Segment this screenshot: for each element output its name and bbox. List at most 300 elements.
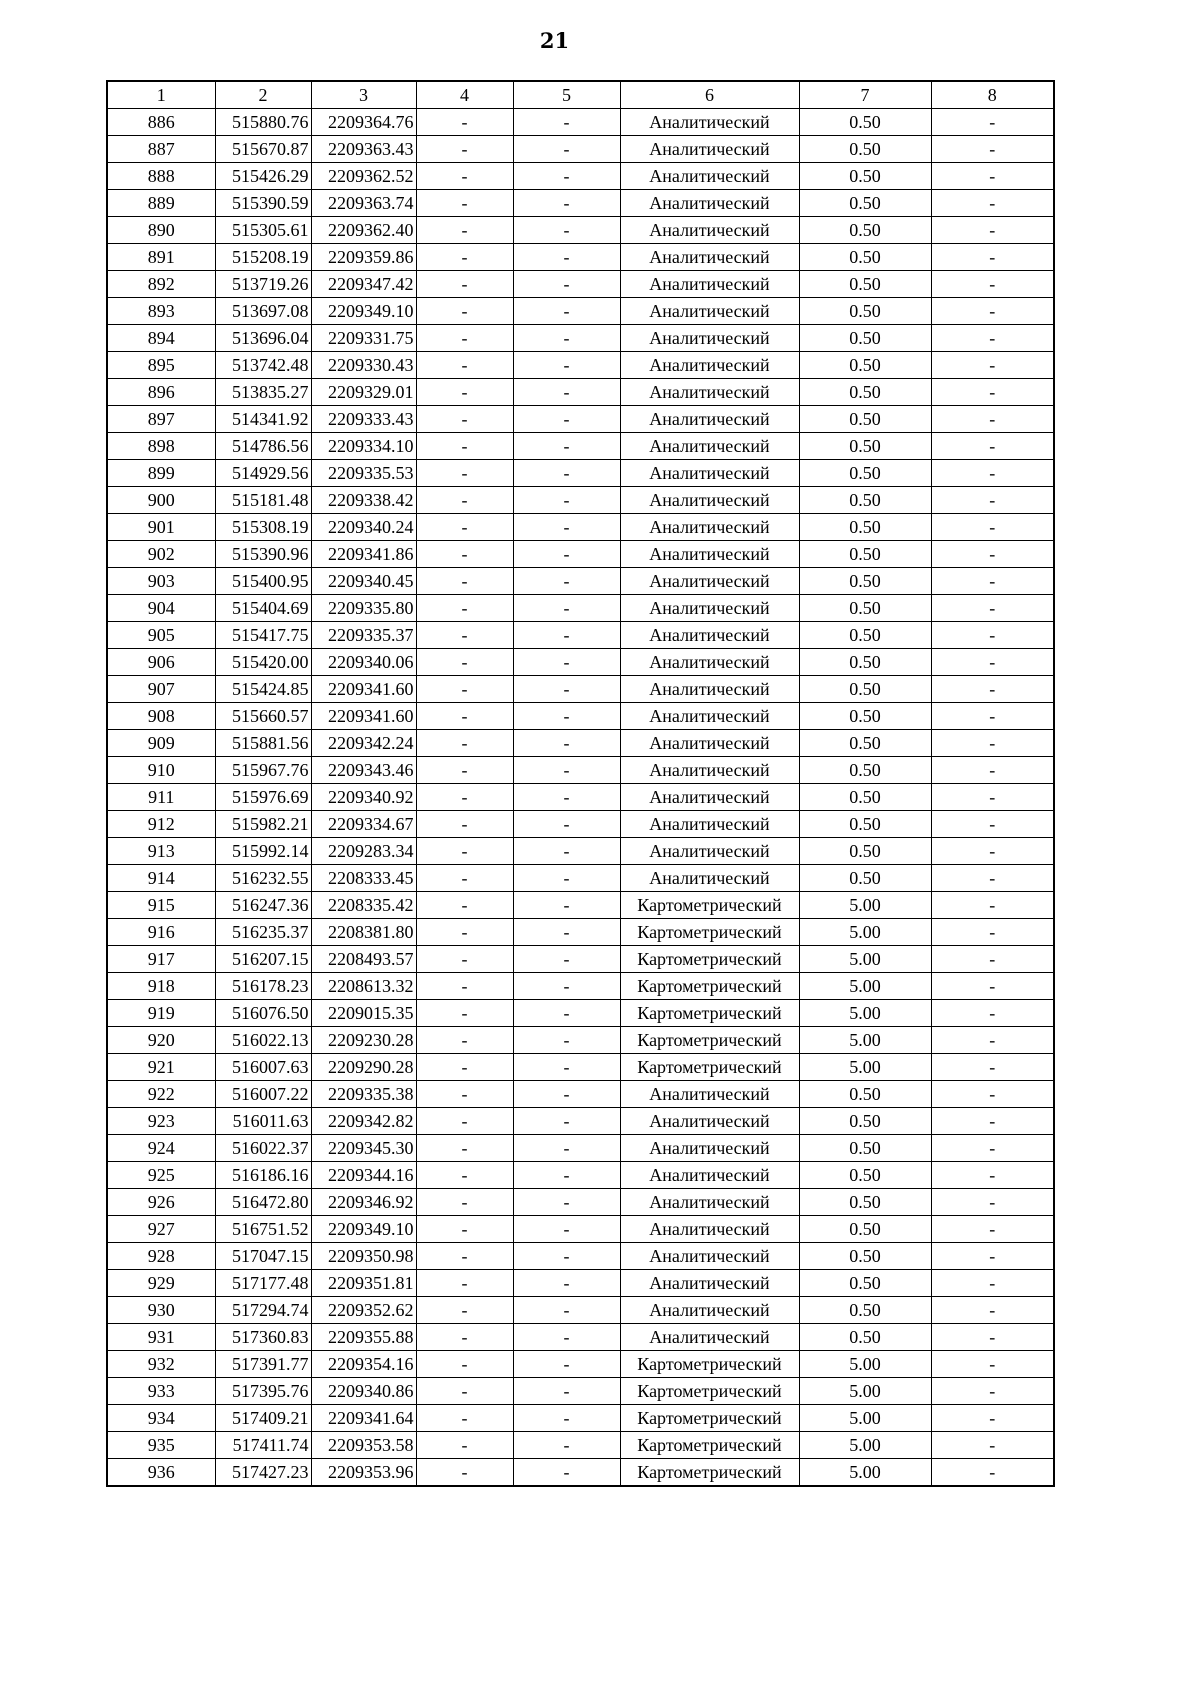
coord-y-cell: 2209342.82: [311, 1108, 416, 1135]
table-row: [107, 865, 1054, 892]
col-8-cell: -: [931, 1243, 1054, 1270]
coord-x-cell: 515982.21: [215, 811, 311, 838]
table-row: [107, 1324, 1054, 1351]
col-8-cell: -: [931, 973, 1054, 1000]
precision-cell: 0.50: [799, 514, 931, 541]
precision-cell: 0.50: [799, 298, 931, 325]
precision-cell: 0.50: [799, 541, 931, 568]
column-header: 3: [311, 81, 416, 109]
coord-y-cell: 2209283.34: [311, 838, 416, 865]
col-5-cell: -: [513, 1162, 620, 1189]
point-number-cell: 928: [107, 1243, 215, 1270]
coord-y-cell: 2209345.30: [311, 1135, 416, 1162]
col-5-cell: -: [513, 487, 620, 514]
table-row: [107, 730, 1054, 757]
point-number-cell: 911: [107, 784, 215, 811]
col-4-cell: -: [416, 325, 513, 352]
coord-x-cell: 515424.85: [215, 676, 311, 703]
table-row: [107, 433, 1054, 460]
col-5-cell: -: [513, 163, 620, 190]
col-8-cell: -: [931, 379, 1054, 406]
col-5-cell: -: [513, 1432, 620, 1459]
col-4-cell: -: [416, 163, 513, 190]
precision-cell: 0.50: [799, 379, 931, 406]
col-8-cell: -: [931, 730, 1054, 757]
table-row: [107, 379, 1054, 406]
method-cell: Картометрический: [620, 1351, 799, 1378]
coord-y-cell: 2209347.42: [311, 271, 416, 298]
coord-y-cell: 2209341.60: [311, 676, 416, 703]
point-number-cell: 891: [107, 244, 215, 271]
col-4-cell: -: [416, 919, 513, 946]
coord-x-cell: 515308.19: [215, 514, 311, 541]
col-8-cell: -: [931, 892, 1054, 919]
precision-cell: 0.50: [799, 136, 931, 163]
method-cell: Аналитический: [620, 757, 799, 784]
col-4-cell: -: [416, 865, 513, 892]
col-8-cell: -: [931, 1270, 1054, 1297]
point-number-cell: 902: [107, 541, 215, 568]
coord-x-cell: 516022.13: [215, 1027, 311, 1054]
point-number-cell: 908: [107, 703, 215, 730]
col-4-cell: -: [416, 298, 513, 325]
precision-cell: 0.50: [799, 730, 931, 757]
col-5-cell: -: [513, 757, 620, 784]
coord-x-cell: 514929.56: [215, 460, 311, 487]
col-5-cell: -: [513, 406, 620, 433]
col-4-cell: -: [416, 811, 513, 838]
method-cell: Аналитический: [620, 109, 799, 136]
coord-y-cell: 2209331.75: [311, 325, 416, 352]
table-row: [107, 271, 1054, 298]
table-row: [107, 217, 1054, 244]
col-8-cell: -: [931, 1000, 1054, 1027]
coord-x-cell: 515181.48: [215, 487, 311, 514]
col-5-cell: -: [513, 838, 620, 865]
coord-y-cell: 2208381.80: [311, 919, 416, 946]
coord-y-cell: 2209349.10: [311, 1216, 416, 1243]
table-row: [107, 973, 1054, 1000]
col-5-cell: -: [513, 1189, 620, 1216]
coord-y-cell: 2209363.43: [311, 136, 416, 163]
col-4-cell: -: [416, 622, 513, 649]
precision-cell: 0.50: [799, 352, 931, 379]
col-5-cell: -: [513, 973, 620, 1000]
coord-y-cell: 2209335.80: [311, 595, 416, 622]
point-number-cell: 906: [107, 649, 215, 676]
point-number-cell: 930: [107, 1297, 215, 1324]
col-8-cell: -: [931, 271, 1054, 298]
coord-y-cell: 2209335.37: [311, 622, 416, 649]
precision-cell: 5.00: [799, 973, 931, 1000]
col-4-cell: -: [416, 379, 513, 406]
coord-x-cell: 517360.83: [215, 1324, 311, 1351]
point-number-cell: 936: [107, 1459, 215, 1487]
table-row: [107, 244, 1054, 271]
col-8-cell: -: [931, 244, 1054, 271]
point-number-cell: 926: [107, 1189, 215, 1216]
column-header: 5: [513, 81, 620, 109]
coord-y-cell: 2209346.92: [311, 1189, 416, 1216]
precision-cell: 5.00: [799, 1351, 931, 1378]
coord-y-cell: 2209335.53: [311, 460, 416, 487]
method-cell: Аналитический: [620, 1297, 799, 1324]
coord-x-cell: 515305.61: [215, 217, 311, 244]
coord-y-cell: 2209364.76: [311, 109, 416, 136]
coord-y-cell: 2209230.28: [311, 1027, 416, 1054]
col-4-cell: -: [416, 757, 513, 784]
method-cell: Аналитический: [620, 811, 799, 838]
coord-x-cell: 516232.55: [215, 865, 311, 892]
table-row: [107, 352, 1054, 379]
coord-y-cell: 2209355.88: [311, 1324, 416, 1351]
precision-cell: 5.00: [799, 946, 931, 973]
precision-cell: 0.50: [799, 1216, 931, 1243]
table-row: [107, 1378, 1054, 1405]
col-8-cell: -: [931, 163, 1054, 190]
point-number-cell: 890: [107, 217, 215, 244]
table-row: [107, 1270, 1054, 1297]
col-5-cell: -: [513, 244, 620, 271]
col-5-cell: -: [513, 1405, 620, 1432]
precision-cell: 0.50: [799, 271, 931, 298]
method-cell: Аналитический: [620, 136, 799, 163]
precision-cell: 0.50: [799, 1324, 931, 1351]
method-cell: Аналитический: [620, 190, 799, 217]
col-5-cell: -: [513, 622, 620, 649]
precision-cell: 0.50: [799, 622, 931, 649]
col-4-cell: -: [416, 1459, 513, 1487]
col-8-cell: -: [931, 541, 1054, 568]
col-5-cell: -: [513, 595, 620, 622]
method-cell: Аналитический: [620, 1216, 799, 1243]
coord-x-cell: 513697.08: [215, 298, 311, 325]
coord-x-cell: 516235.37: [215, 919, 311, 946]
method-cell: Аналитический: [620, 406, 799, 433]
coord-x-cell: 516472.80: [215, 1189, 311, 1216]
col-4-cell: -: [416, 784, 513, 811]
table-row: [107, 1000, 1054, 1027]
table-row: [107, 811, 1054, 838]
coord-y-cell: 2209330.43: [311, 352, 416, 379]
coord-x-cell: 517411.74: [215, 1432, 311, 1459]
table-row: [107, 1081, 1054, 1108]
coord-x-cell: 513719.26: [215, 271, 311, 298]
col-5-cell: -: [513, 892, 620, 919]
col-4-cell: -: [416, 1108, 513, 1135]
col-5-cell: -: [513, 190, 620, 217]
method-cell: Аналитический: [620, 595, 799, 622]
col-4-cell: -: [416, 946, 513, 973]
coord-y-cell: 2209349.10: [311, 298, 416, 325]
coord-y-cell: 2209344.16: [311, 1162, 416, 1189]
col-5-cell: -: [513, 1243, 620, 1270]
coord-y-cell: 2209362.52: [311, 163, 416, 190]
col-8-cell: -: [931, 460, 1054, 487]
table-row: [107, 1108, 1054, 1135]
coord-x-cell: 516022.37: [215, 1135, 311, 1162]
point-number-cell: 894: [107, 325, 215, 352]
col-8-cell: -: [931, 946, 1054, 973]
precision-cell: 0.50: [799, 1108, 931, 1135]
col-8-cell: -: [931, 1189, 1054, 1216]
coord-x-cell: 515670.87: [215, 136, 311, 163]
col-4-cell: -: [416, 703, 513, 730]
method-cell: Аналитический: [620, 1081, 799, 1108]
method-cell: Аналитический: [620, 298, 799, 325]
method-cell: Аналитический: [620, 784, 799, 811]
precision-cell: 0.50: [799, 1297, 931, 1324]
coord-x-cell: 515426.29: [215, 163, 311, 190]
col-4-cell: -: [416, 487, 513, 514]
table-header-row: [107, 81, 1054, 109]
coord-x-cell: 515992.14: [215, 838, 311, 865]
point-number-cell: 916: [107, 919, 215, 946]
col-8-cell: -: [931, 352, 1054, 379]
col-8-cell: -: [931, 568, 1054, 595]
col-4-cell: -: [416, 676, 513, 703]
col-8-cell: -: [931, 109, 1054, 136]
col-5-cell: -: [513, 1297, 620, 1324]
point-number-cell: 925: [107, 1162, 215, 1189]
col-5-cell: -: [513, 217, 620, 244]
col-4-cell: -: [416, 271, 513, 298]
col-8-cell: -: [931, 676, 1054, 703]
coord-x-cell: 515881.56: [215, 730, 311, 757]
method-cell: Картометрический: [620, 1432, 799, 1459]
point-number-cell: 905: [107, 622, 215, 649]
col-4-cell: -: [416, 514, 513, 541]
precision-cell: 5.00: [799, 1405, 931, 1432]
point-number-cell: 929: [107, 1270, 215, 1297]
coord-x-cell: 516076.50: [215, 1000, 311, 1027]
coord-x-cell: 517391.77: [215, 1351, 311, 1378]
col-8-cell: -: [931, 622, 1054, 649]
col-5-cell: -: [513, 271, 620, 298]
point-number-cell: 886: [107, 109, 215, 136]
col-4-cell: -: [416, 1351, 513, 1378]
table-row: [107, 487, 1054, 514]
table-row: [107, 919, 1054, 946]
col-8-cell: -: [931, 433, 1054, 460]
coord-y-cell: 2208613.32: [311, 973, 416, 1000]
precision-cell: 0.50: [799, 487, 931, 514]
coord-x-cell: 515390.96: [215, 541, 311, 568]
col-8-cell: -: [931, 487, 1054, 514]
precision-cell: 0.50: [799, 190, 931, 217]
coord-y-cell: 2209363.74: [311, 190, 416, 217]
table-row: [107, 757, 1054, 784]
col-5-cell: -: [513, 1000, 620, 1027]
table-row: [107, 1216, 1054, 1243]
method-cell: Картометрический: [620, 1027, 799, 1054]
coord-x-cell: 516751.52: [215, 1216, 311, 1243]
column-header: 6: [620, 81, 799, 109]
col-8-cell: -: [931, 811, 1054, 838]
col-5-cell: -: [513, 298, 620, 325]
col-8-cell: -: [931, 1081, 1054, 1108]
coord-y-cell: 2209341.60: [311, 703, 416, 730]
precision-cell: 0.50: [799, 811, 931, 838]
precision-cell: 0.50: [799, 244, 931, 271]
point-number-cell: 927: [107, 1216, 215, 1243]
table-row: [107, 892, 1054, 919]
point-number-cell: 893: [107, 298, 215, 325]
method-cell: Картометрический: [620, 1000, 799, 1027]
coord-y-cell: 2209351.81: [311, 1270, 416, 1297]
coord-y-cell: 2209352.62: [311, 1297, 416, 1324]
table-row: [107, 595, 1054, 622]
precision-cell: 0.50: [799, 568, 931, 595]
column-header: 1: [107, 81, 215, 109]
method-cell: Аналитический: [620, 676, 799, 703]
precision-cell: 0.50: [799, 406, 931, 433]
page-number: 21: [539, 28, 570, 53]
col-8-cell: -: [931, 1351, 1054, 1378]
col-5-cell: -: [513, 649, 620, 676]
col-4-cell: -: [416, 433, 513, 460]
point-number-cell: 912: [107, 811, 215, 838]
coord-y-cell: 2209359.86: [311, 244, 416, 271]
table-row: [107, 568, 1054, 595]
coord-y-cell: 2209362.40: [311, 217, 416, 244]
point-number-cell: 933: [107, 1378, 215, 1405]
method-cell: Аналитический: [620, 352, 799, 379]
coord-x-cell: 517409.21: [215, 1405, 311, 1432]
precision-cell: 0.50: [799, 595, 931, 622]
col-8-cell: -: [931, 838, 1054, 865]
method-cell: Аналитический: [620, 865, 799, 892]
precision-cell: 5.00: [799, 1054, 931, 1081]
point-number-cell: 915: [107, 892, 215, 919]
col-5-cell: -: [513, 325, 620, 352]
col-8-cell: -: [931, 406, 1054, 433]
column-header: 4: [416, 81, 513, 109]
col-8-cell: -: [931, 1054, 1054, 1081]
precision-cell: 0.50: [799, 1081, 931, 1108]
point-number-cell: 899: [107, 460, 215, 487]
col-5-cell: -: [513, 460, 620, 487]
coord-y-cell: 2209341.64: [311, 1405, 416, 1432]
table-row: [107, 460, 1054, 487]
point-number-cell: 924: [107, 1135, 215, 1162]
coord-x-cell: 516207.15: [215, 946, 311, 973]
table-row: [107, 109, 1054, 136]
point-number-cell: 889: [107, 190, 215, 217]
col-4-cell: -: [416, 1000, 513, 1027]
method-cell: Картометрический: [620, 973, 799, 1000]
method-cell: Аналитический: [620, 1324, 799, 1351]
table-row: [107, 703, 1054, 730]
col-4-cell: -: [416, 1432, 513, 1459]
col-4-cell: -: [416, 1216, 513, 1243]
table-row: [107, 676, 1054, 703]
col-5-cell: -: [513, 136, 620, 163]
precision-cell: 5.00: [799, 919, 931, 946]
table-row: [107, 1405, 1054, 1432]
coord-y-cell: 2209350.98: [311, 1243, 416, 1270]
col-8-cell: -: [931, 757, 1054, 784]
col-5-cell: -: [513, 919, 620, 946]
column-header: 7: [799, 81, 931, 109]
table-row: [107, 163, 1054, 190]
col-5-cell: -: [513, 1216, 620, 1243]
coord-y-cell: 2209340.45: [311, 568, 416, 595]
precision-cell: 0.50: [799, 325, 931, 352]
col-5-cell: -: [513, 784, 620, 811]
coord-x-cell: 515967.76: [215, 757, 311, 784]
col-5-cell: -: [513, 1324, 620, 1351]
table-body: [107, 109, 1054, 1487]
point-number-cell: 900: [107, 487, 215, 514]
method-cell: Аналитический: [620, 1243, 799, 1270]
coord-x-cell: 516007.22: [215, 1081, 311, 1108]
point-number-cell: 901: [107, 514, 215, 541]
method-cell: Аналитический: [620, 703, 799, 730]
point-number-cell: 910: [107, 757, 215, 784]
coord-x-cell: 515660.57: [215, 703, 311, 730]
coord-x-cell: 515400.95: [215, 568, 311, 595]
col-4-cell: -: [416, 1243, 513, 1270]
col-4-cell: -: [416, 217, 513, 244]
table-row: [107, 1297, 1054, 1324]
coord-y-cell: 2209340.86: [311, 1378, 416, 1405]
method-cell: Аналитический: [620, 1108, 799, 1135]
coord-y-cell: 2209334.67: [311, 811, 416, 838]
col-4-cell: -: [416, 892, 513, 919]
method-cell: Аналитический: [620, 838, 799, 865]
coord-x-cell: 515880.76: [215, 109, 311, 136]
point-number-cell: 914: [107, 865, 215, 892]
col-5-cell: -: [513, 352, 620, 379]
col-4-cell: -: [416, 973, 513, 1000]
col-5-cell: -: [513, 1270, 620, 1297]
col-4-cell: -: [416, 1189, 513, 1216]
col-5-cell: -: [513, 514, 620, 541]
col-8-cell: -: [931, 1162, 1054, 1189]
col-8-cell: -: [931, 1135, 1054, 1162]
table-row: [107, 784, 1054, 811]
point-number-cell: 888: [107, 163, 215, 190]
col-5-cell: -: [513, 1351, 620, 1378]
table-row: [107, 1243, 1054, 1270]
col-8-cell: -: [931, 1216, 1054, 1243]
col-8-cell: -: [931, 919, 1054, 946]
point-number-cell: 919: [107, 1000, 215, 1027]
coord-y-cell: 2209335.38: [311, 1081, 416, 1108]
col-5-cell: -: [513, 1459, 620, 1487]
col-8-cell: -: [931, 136, 1054, 163]
table-row: [107, 190, 1054, 217]
col-8-cell: -: [931, 703, 1054, 730]
col-4-cell: -: [416, 406, 513, 433]
table-row: [107, 1432, 1054, 1459]
col-5-cell: -: [513, 946, 620, 973]
coord-x-cell: 515390.59: [215, 190, 311, 217]
precision-cell: 5.00: [799, 1027, 931, 1054]
method-cell: Аналитический: [620, 1270, 799, 1297]
precision-cell: 0.50: [799, 1243, 931, 1270]
method-cell: Аналитический: [620, 379, 799, 406]
col-5-cell: -: [513, 811, 620, 838]
table-row: [107, 406, 1054, 433]
method-cell: Аналитический: [620, 433, 799, 460]
col-4-cell: -: [416, 190, 513, 217]
point-number-cell: 920: [107, 1027, 215, 1054]
method-cell: Аналитический: [620, 730, 799, 757]
method-cell: Аналитический: [620, 514, 799, 541]
point-number-cell: 892: [107, 271, 215, 298]
